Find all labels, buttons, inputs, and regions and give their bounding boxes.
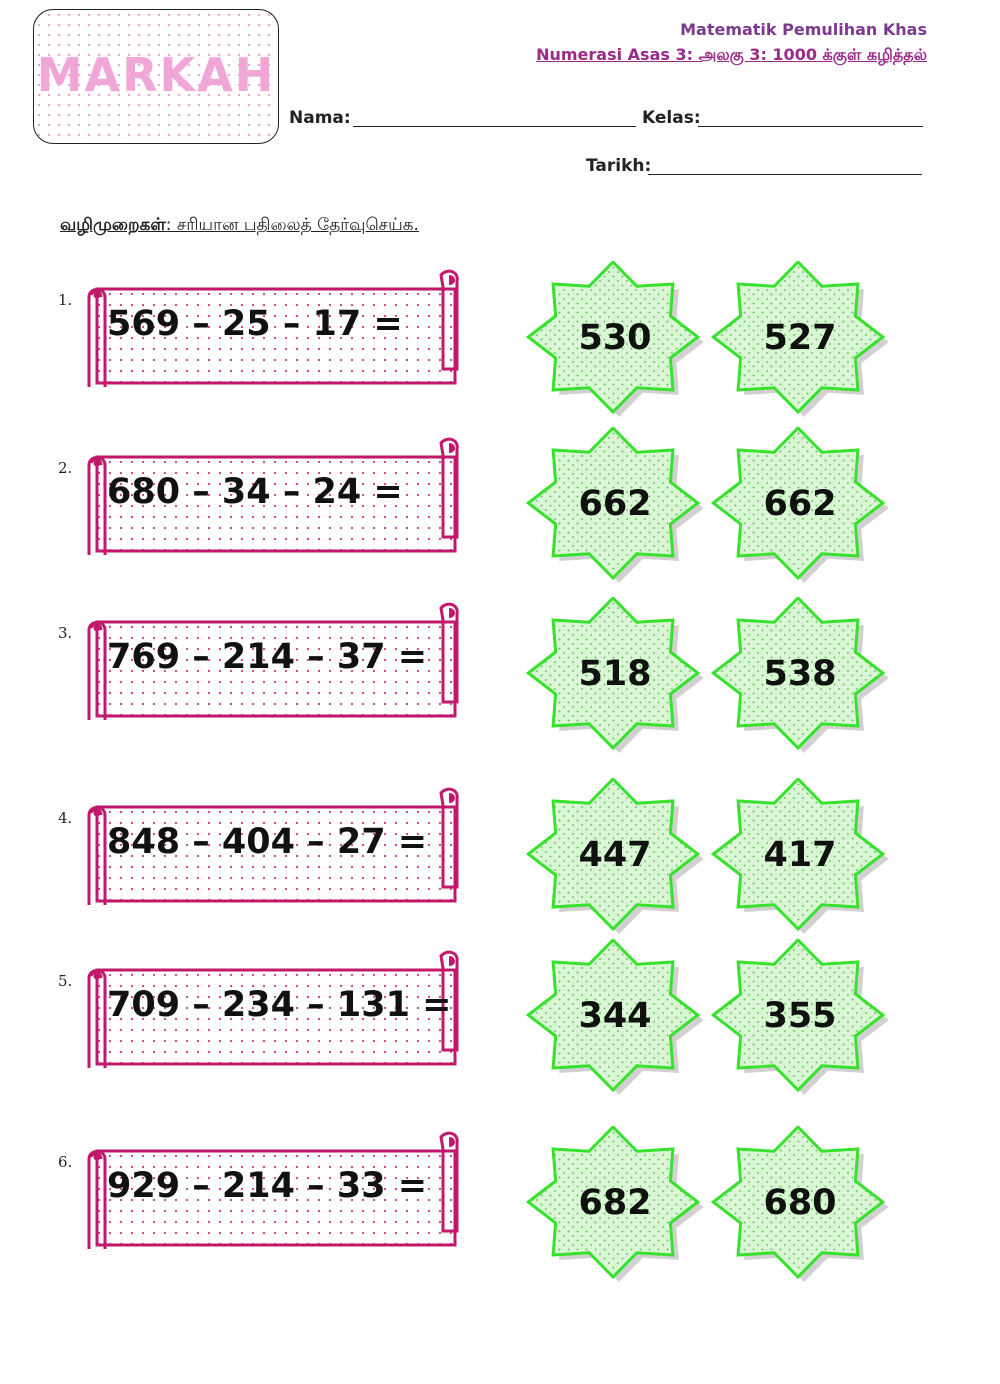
- kelas-label: Kelas:: [642, 108, 701, 128]
- subject-title: Matematik Pemulihan Khas: [680, 20, 927, 39]
- answer-option-star[interactable]: [526, 1126, 704, 1282]
- equation-text: 569 – 25 – 17 =: [107, 304, 403, 344]
- equation-text: 929 – 214 – 33 =: [107, 1166, 428, 1206]
- equation-scroll: [85, 787, 465, 902]
- answer-option-star[interactable]: [526, 261, 704, 417]
- answer-option-value: 527: [763, 318, 837, 358]
- answer-option-star[interactable]: [711, 1126, 889, 1282]
- question-number: 6.: [58, 1153, 73, 1171]
- equation-scroll: [85, 950, 465, 1065]
- equation-scroll: [85, 1131, 465, 1246]
- tarikh-label: Tarikh:: [586, 156, 652, 176]
- question-number: 3.: [58, 624, 73, 642]
- answer-option-value: 662: [763, 484, 837, 524]
- markah-score-box[interactable]: [33, 9, 279, 144]
- answer-option-star[interactable]: [711, 427, 889, 583]
- equation-scroll: [85, 602, 465, 717]
- answer-option-star[interactable]: [711, 597, 889, 753]
- question-number: 4.: [58, 809, 73, 827]
- answer-option-value: 530: [578, 318, 652, 358]
- nama-label: Nama:: [289, 108, 351, 128]
- answer-option-star[interactable]: [711, 261, 889, 417]
- instructions: [60, 215, 419, 237]
- equation-text: 680 – 34 – 24 =: [107, 472, 403, 512]
- answer-option-value: 662: [578, 484, 652, 524]
- answer-option-star[interactable]: [526, 778, 704, 934]
- equation-text: 709 – 234 – 131 =: [107, 985, 452, 1025]
- answer-option-star[interactable]: [526, 597, 704, 753]
- answer-option-star[interactable]: [711, 939, 889, 1095]
- answer-option-value: 417: [763, 835, 837, 875]
- answer-option-value: 680: [763, 1183, 837, 1223]
- answer-option-star[interactable]: [711, 778, 889, 934]
- instructions-text: : சரியான பதிலைத் தேர்வுசெய்க.: [165, 215, 419, 235]
- equation-text: 769 – 214 – 37 =: [107, 637, 428, 677]
- instructions-label: வழிமுறைகள்: [60, 215, 166, 235]
- equation-scroll: [85, 437, 465, 552]
- question-number: 1.: [58, 291, 73, 309]
- question-number: 5.: [58, 972, 73, 990]
- answer-option-value: 355: [763, 996, 837, 1036]
- nama-field[interactable]: [353, 126, 636, 127]
- answer-option-star[interactable]: [526, 427, 704, 583]
- equation-scroll: [85, 269, 465, 384]
- topic-title: Numerasi Asas 3: அலகு 3: 1000 க்குள் கழித்தல்: [536, 45, 927, 64]
- answer-option-value: 344: [578, 996, 652, 1036]
- answer-option-value: 518: [578, 654, 652, 694]
- answer-option-value: 538: [763, 654, 837, 694]
- answer-option-value: 447: [578, 835, 652, 875]
- tarikh-field[interactable]: [648, 174, 922, 175]
- equation-text: 848 – 404 – 27 =: [107, 822, 428, 862]
- question-number: 2.: [58, 459, 73, 477]
- kelas-field[interactable]: [698, 126, 923, 127]
- answer-option-star[interactable]: [526, 939, 704, 1095]
- markah-label: MARKAH: [36, 48, 276, 102]
- answer-option-value: 682: [578, 1183, 652, 1223]
